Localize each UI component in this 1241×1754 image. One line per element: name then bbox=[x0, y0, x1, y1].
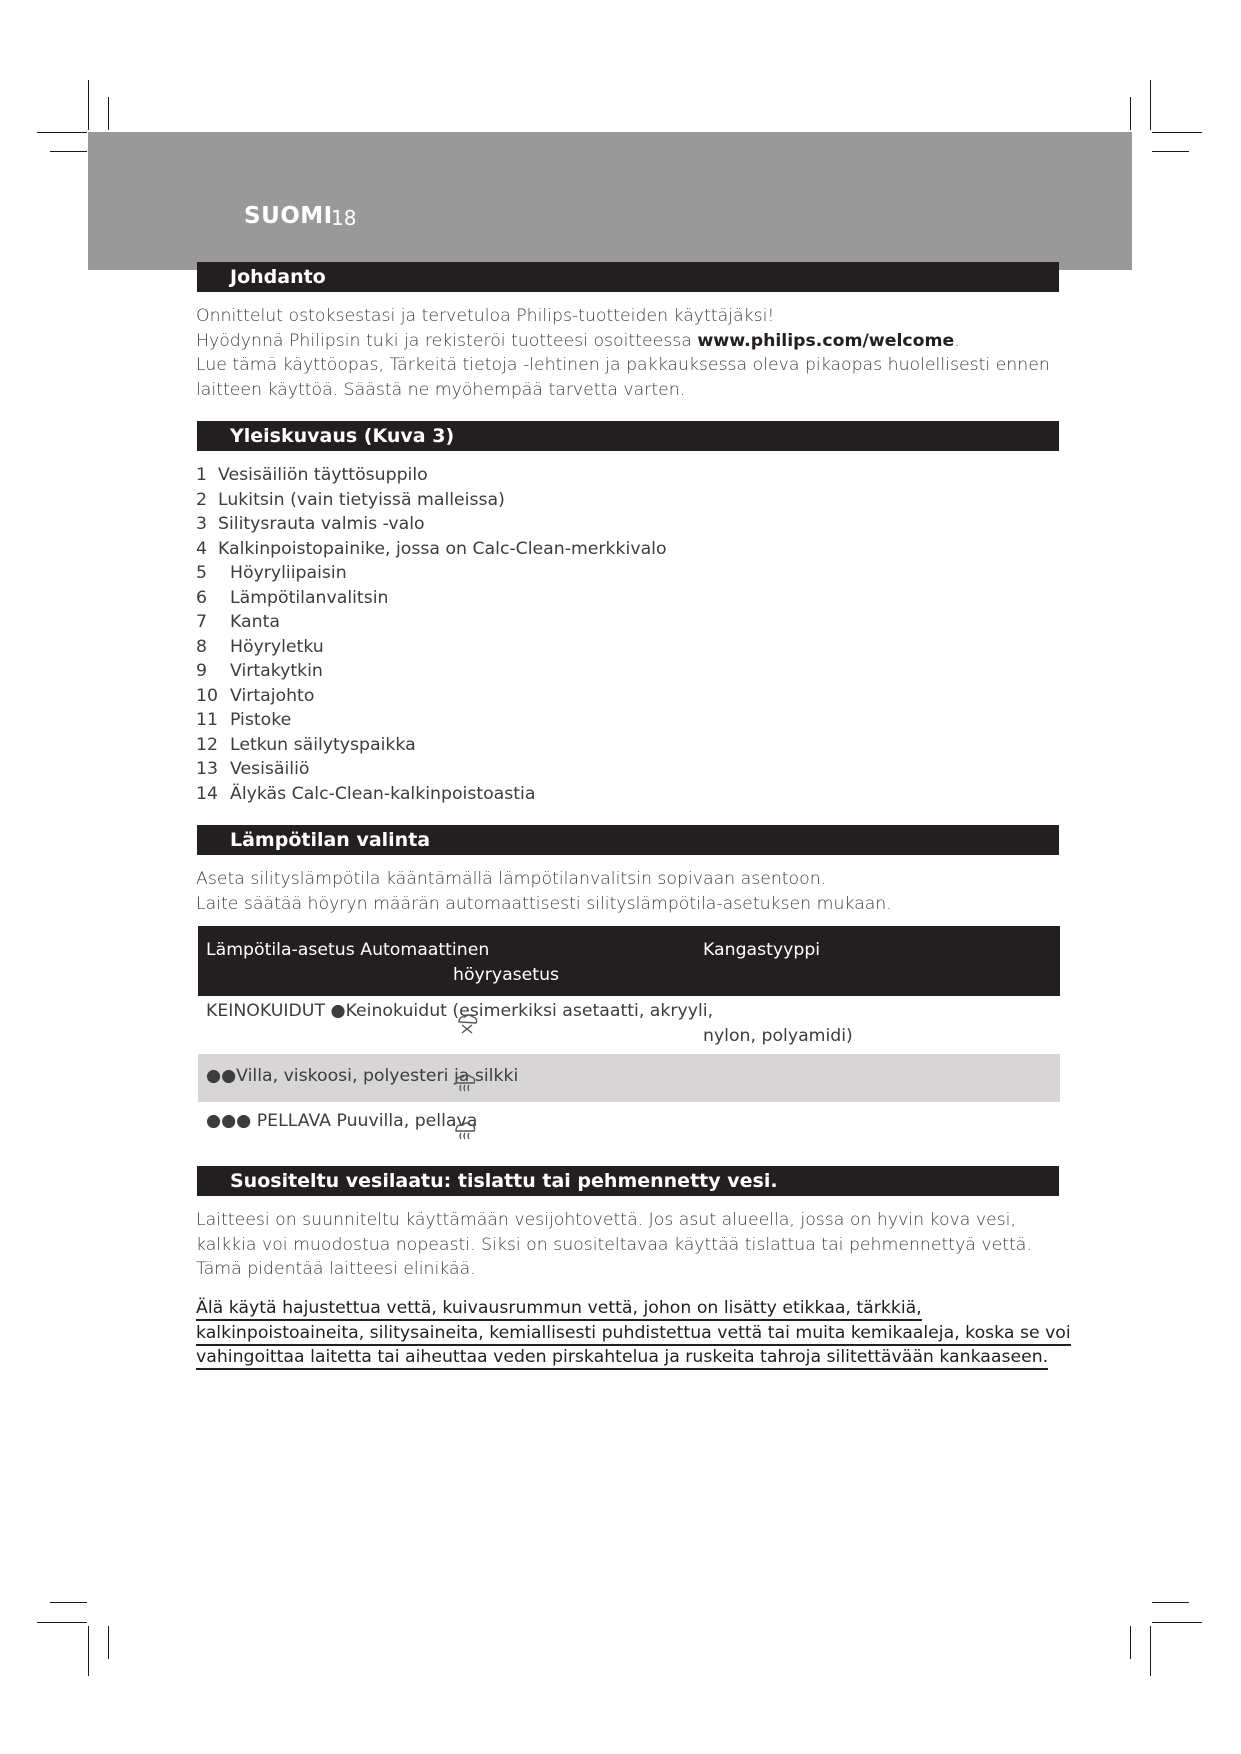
crop-mark bbox=[1152, 1622, 1202, 1623]
item-label: Letkun säilytyspaikka bbox=[230, 734, 416, 755]
item-label: Höyryliipaisin bbox=[230, 563, 347, 583]
water-text bbox=[196, 1208, 1076, 1282]
warning-line-2-text: kalkinpoistoaineita, silitysaineita, kemiallisesti puhdistettua vettä tai muita kemikaaleja, koska se voi bbox=[196, 1323, 1071, 1346]
crop-mark bbox=[37, 1622, 87, 1623]
warning-line-1-text: Älä käytä hajustettua vettä, kuivausrummun vettä, johon on lisätty etikkaa, tärkkiä, bbox=[196, 1298, 922, 1321]
item-number: 11 bbox=[196, 710, 218, 730]
item-number: 6 bbox=[196, 587, 207, 608]
item-label: Höyryletku bbox=[230, 636, 324, 657]
warning-line-3-text: vahingoittaa laitetta tai aiheuttaa veden pirskahtelua ja ruskeita tahroja silitettävään kankaaseen. bbox=[196, 1347, 1048, 1370]
item-number: 4 bbox=[196, 538, 207, 559]
item-number: 2 bbox=[196, 489, 207, 510]
intro-line-3: Lue tämä käyttöopas, Tärkeitä tietoja -lehtinen ja pakkauksessa oleva pikaopas huolellisesti ennen bbox=[196, 355, 1050, 375]
table-row bbox=[198, 1054, 1060, 1102]
list-item bbox=[196, 757, 667, 782]
crop-mark bbox=[1152, 151, 1189, 152]
item-label: Silitysrauta valmis -valo bbox=[218, 514, 425, 534]
header-language: SUOMI bbox=[244, 203, 333, 229]
list-item bbox=[196, 708, 667, 733]
item-label: Virtakytkin bbox=[230, 661, 323, 681]
crop-mark bbox=[1150, 1626, 1151, 1676]
item-number: 12 bbox=[196, 734, 218, 755]
item-number: 5 bbox=[196, 563, 207, 583]
crop-mark bbox=[88, 80, 89, 130]
list-item bbox=[196, 782, 667, 807]
section-title-temperature: Lämpötilan valinta bbox=[197, 825, 1059, 855]
page-number: 18 bbox=[331, 206, 357, 230]
header-fabric-type: Kangastyyppi bbox=[703, 940, 821, 960]
no-steam-icon bbox=[454, 1012, 480, 1034]
item-label: Kanta bbox=[230, 612, 280, 632]
water-line-2: kalkkia voi muodostua nopeasti. Siksi on suositeltavaa käyttää tislattua tai pehmennettyä vettä. bbox=[196, 1234, 1032, 1255]
warning-line-2 bbox=[196, 1321, 1096, 1346]
item-number: 13 bbox=[196, 759, 218, 779]
item-label: Vesisäiliön täyttösuppilo bbox=[218, 465, 428, 485]
list-item bbox=[196, 463, 667, 488]
item-number: 14 bbox=[196, 783, 218, 804]
parts-list bbox=[196, 463, 667, 806]
list-item bbox=[196, 635, 667, 660]
crop-mark bbox=[50, 1602, 87, 1603]
crop-mark bbox=[88, 1626, 89, 1676]
item-number: 8 bbox=[196, 636, 207, 657]
list-item bbox=[196, 488, 667, 513]
row-synthetics-fabrics: nylon, polyamidi) bbox=[703, 1026, 853, 1046]
intro-line-1: Onnittelut ostoksestasi ja tervetuloa Philips-tuotteiden käyttäjäksi! bbox=[196, 306, 775, 326]
intro-line-2-prefix: Hyödynnä Philipsin tuki ja rekisteröi tuotteesi osoitteessa bbox=[196, 330, 698, 351]
temperature-line-2: Laite säätää höyryn määrän automaattisesti silityslämpötila-asetuksen mukaan. bbox=[196, 893, 892, 914]
list-item bbox=[196, 659, 667, 684]
item-label: Virtajohto bbox=[230, 685, 315, 706]
section-title-overview: Yleiskuvaus (Kuva 3) bbox=[197, 421, 1059, 451]
item-label: Lämpötilanvalitsin bbox=[230, 587, 389, 608]
steam-icon bbox=[452, 1072, 478, 1094]
intro-line-2 bbox=[196, 329, 1076, 354]
steam-icon bbox=[452, 1120, 478, 1142]
crop-mark bbox=[1130, 97, 1131, 130]
crop-mark bbox=[108, 1626, 109, 1659]
list-item bbox=[196, 610, 667, 635]
crop-mark bbox=[1152, 1602, 1189, 1603]
temperature-text bbox=[196, 867, 1076, 916]
item-label: Kalkinpoistopainike, jossa on Calc-Clean-merkkivalo bbox=[218, 538, 667, 559]
row-synthetics-text: KEINOKUIDUT ●Keinokuidut (esimerkiksi asetaatti, akryyli, bbox=[206, 1001, 714, 1021]
water-warning bbox=[196, 1296, 1096, 1370]
item-number: 9 bbox=[196, 661, 207, 681]
crop-mark bbox=[37, 132, 87, 133]
item-number: 3 bbox=[196, 514, 207, 534]
water-line-1: Laitteesi on suunniteltu käyttämään vesijohtovettä. Jos asut alueella, jossa on hyvin kova vesi, bbox=[196, 1210, 1016, 1230]
table-row bbox=[198, 996, 1060, 1054]
item-label: Pistoke bbox=[230, 710, 292, 730]
list-item bbox=[196, 733, 667, 758]
list-item bbox=[196, 586, 667, 611]
row-linen-text: ●●● PELLAVA Puuvilla, pellava bbox=[206, 1111, 478, 1131]
header-temperature-setting: Lämpötila-asetus Automaattinen bbox=[206, 940, 490, 960]
crop-mark bbox=[1150, 80, 1151, 130]
intro-line-2-suffix: . bbox=[954, 330, 960, 351]
intro-line-4: laitteen käyttöä. Säästä ne myöhempää tarvetta varten. bbox=[196, 379, 686, 400]
item-number: 10 bbox=[196, 685, 218, 706]
item-label: Vesisäiliö bbox=[230, 759, 310, 779]
header-steam-setting: höyryasetus bbox=[453, 965, 560, 985]
temperature-line-1: Aseta silityslämpötila kääntämällä lämpötilanvalitsin sopivaan asentoon. bbox=[196, 869, 827, 889]
row-wool-text: ●●Villa, viskoosi, polyesteri ja silkki bbox=[206, 1066, 519, 1086]
website-link[interactable]: www.philips.com/welcome bbox=[697, 330, 955, 351]
intro-text bbox=[196, 304, 1076, 402]
list-item bbox=[196, 684, 667, 709]
section-title-intro: Johdanto bbox=[197, 262, 1059, 292]
list-item bbox=[196, 512, 667, 537]
item-label: Älykäs Calc-Clean-kalkinpoistoastia bbox=[230, 783, 536, 804]
list-item bbox=[196, 561, 667, 586]
temperature-table-header bbox=[198, 926, 1060, 996]
page-header bbox=[88, 132, 1132, 270]
item-label: Lukitsin (vain tietyissä malleissa) bbox=[218, 489, 505, 510]
section-title-water: Suositeltu vesilaatu: tislattu tai pehmennetty vesi. bbox=[197, 1166, 1059, 1196]
warning-line-1 bbox=[196, 1296, 1096, 1321]
crop-mark bbox=[1130, 1626, 1131, 1659]
crop-mark bbox=[108, 97, 109, 130]
water-line-3: Tämä pidentää laitteesi elinikää. bbox=[196, 1259, 476, 1279]
crop-mark bbox=[50, 151, 87, 152]
list-item bbox=[196, 537, 667, 562]
item-number: 7 bbox=[196, 612, 207, 632]
table-row bbox=[198, 1102, 1060, 1152]
item-number: 1 bbox=[196, 465, 207, 485]
warning-line-3 bbox=[196, 1345, 1096, 1370]
crop-mark bbox=[1152, 132, 1202, 133]
